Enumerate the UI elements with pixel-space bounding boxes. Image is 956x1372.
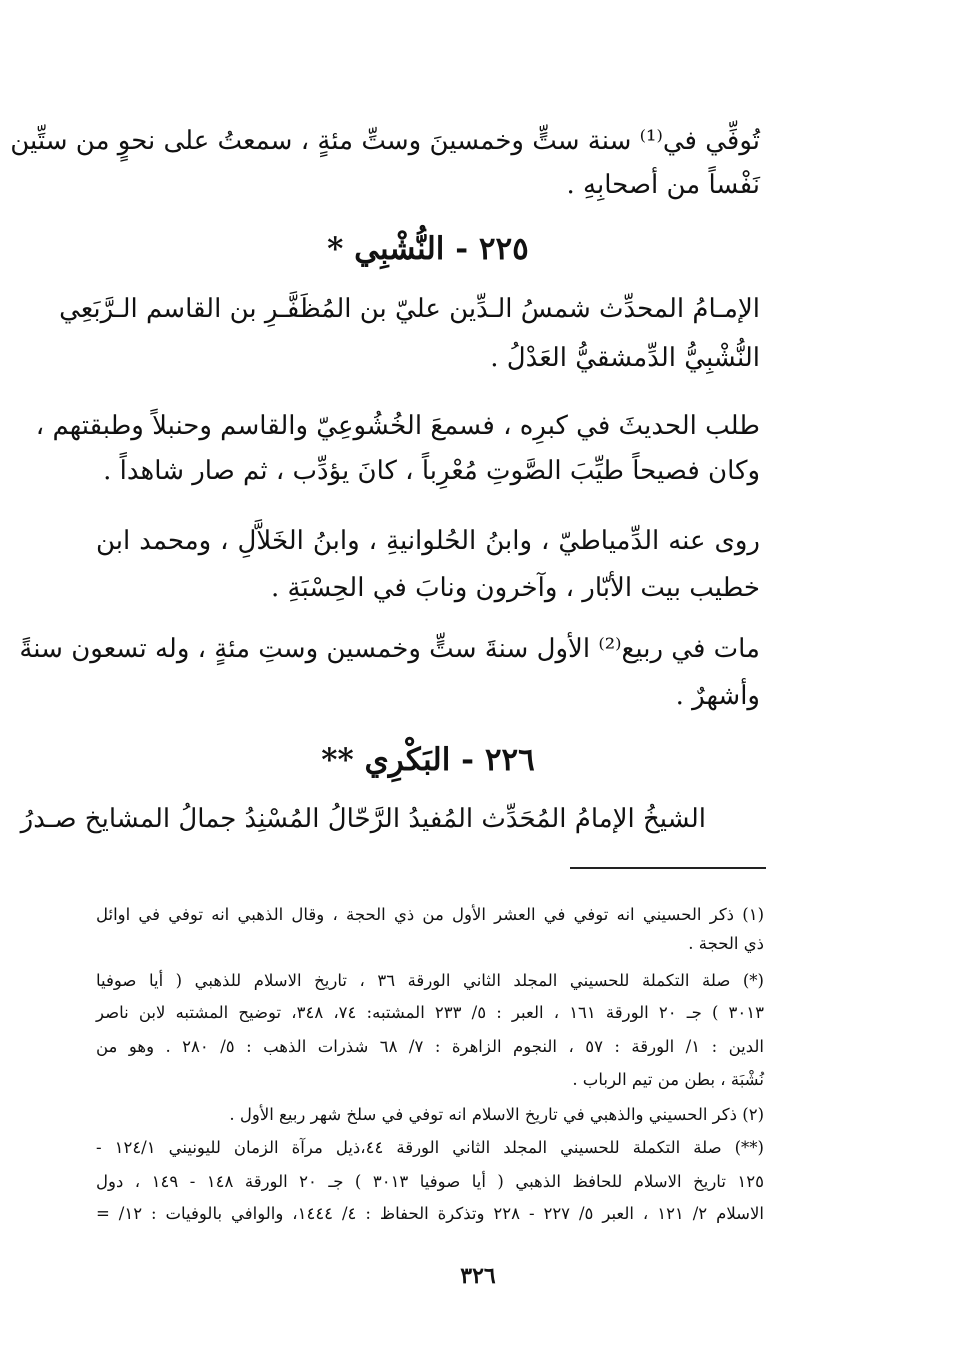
body-line: الشيخُ الإمامُ المُحَدِّث المُفيدُ الرَّحّالُ المُسْنِدُ جمالُ المشايخ صـدرُ xyxy=(20,804,706,834)
body-line: نَفْساً من أصحابِهِ . xyxy=(566,170,760,200)
body-line: مات في ربيع⁽²⁾ الأول سنةَ ستٍّ وخمسين وستِ مئةٍ ، وله تسعون سنةً xyxy=(19,634,760,664)
footnote-line: نُشْبَة ، بطن من تيم الرباب . xyxy=(572,1070,764,1089)
footnote-line: ١٢٥ تاريخ الاسلام للحافظ الذهبي ( أيا صوفيا ٣٠١٣ ) جـ ٢٠ الورقة ١٤٨ - ١٤٩ ، دول xyxy=(96,1172,764,1191)
footnote-line: ذي الحجة . xyxy=(688,934,764,953)
footnote-line: الاسلام ٢/ ١٢١ ، العبر ٥/ ٢٢٧ - ٢٢٨ وتذكرة الحفاظ : ٤/ ١٤٤٤، والوافي بالوفيات : ١٢/ = xyxy=(96,1204,764,1223)
footnote-line: (*) صلة التكملة للحسيني المجلد الثاني الورقة ٣٦ ، تاريخ الاسلام للذهبي ( أيا صوفيا xyxy=(96,971,764,990)
body-line: وأشهرٌ . xyxy=(675,681,760,711)
body-line: وكان فصيحاً طيِّبَ الصَّوتِ مُعْرِباً ، كانَ يؤدِّب ، ثم صار شاهداً . xyxy=(103,456,760,486)
body-line: روى عنه الدِّمياطيّ ، وابنُ الحُلوانيةِ ، وابنُ الخَلاَّلِ ، ومحمد ابن xyxy=(96,526,760,556)
body-line: طلب الحديثَ في كبرِه ، فسمعَ الخُشُوعِيّ والقاسم وحنبلاً وطبقتهم ، xyxy=(35,411,760,441)
entry-heading: ٢٢٦ - البَكْرِي ** xyxy=(321,742,535,778)
entry-heading: ٢٢٥ - النُّشْبِي * xyxy=(327,231,529,267)
footnote-line: (١) ذكر الحسيني انه توفي في العشر الأول من ذي الحجة ، وقال الذهبي انه توفي في اوائل xyxy=(96,905,764,924)
footnote-line: (**) صلة التكملة للحسيني المجلد الثاني الورقة ٤٤،ذيل مرآة الزمان لليونيني ١٢٤/١ - xyxy=(96,1138,764,1157)
footnote-line: ٣٠١٣ ) جـ ٢٠ الورقة ١٦١ ، العبر : ٥/ ٢٣٣ المشتبه: ٧٤، ٣٤٨، توضيح المشتبه لابن ناصر xyxy=(96,1003,764,1022)
page-number: ٣٢٦ xyxy=(460,1263,496,1289)
body-line: خطيب بيت الأبّار ، وآخرون ونابَ في الحِسْبَةِ . xyxy=(271,573,760,603)
body-line: تُوفِّي في⁽¹⁾ سنة ستٍّ وخمسينَ وستِّ مئةٍ ، سمعتُ على نحوٍ من ستِّين xyxy=(10,126,760,156)
footnote-line: الدين : ١/ الورقة : ٥٧ ، النجوم الزاهرة : ٧/ ٦٨ شذرات الذهب : ٥/ ٢٨٠ . وهو من xyxy=(96,1037,764,1056)
footnote-separator xyxy=(570,867,766,869)
body-line: الإمـامُ المحدِّث شمسُ الـدِّين عليّ بن المُظَفَّـرِ بن القاسم الـرَّبَعِي xyxy=(59,294,760,324)
body-line: النُّشْبِيُّ الدِّمشقيُّ العَدْلُ . xyxy=(490,343,760,373)
footnote-line: (٢) ذكر الحسيني والذهبي في تاريخ الاسلام انه توفي في سلخ شهر ربيع الأول . xyxy=(229,1105,764,1124)
